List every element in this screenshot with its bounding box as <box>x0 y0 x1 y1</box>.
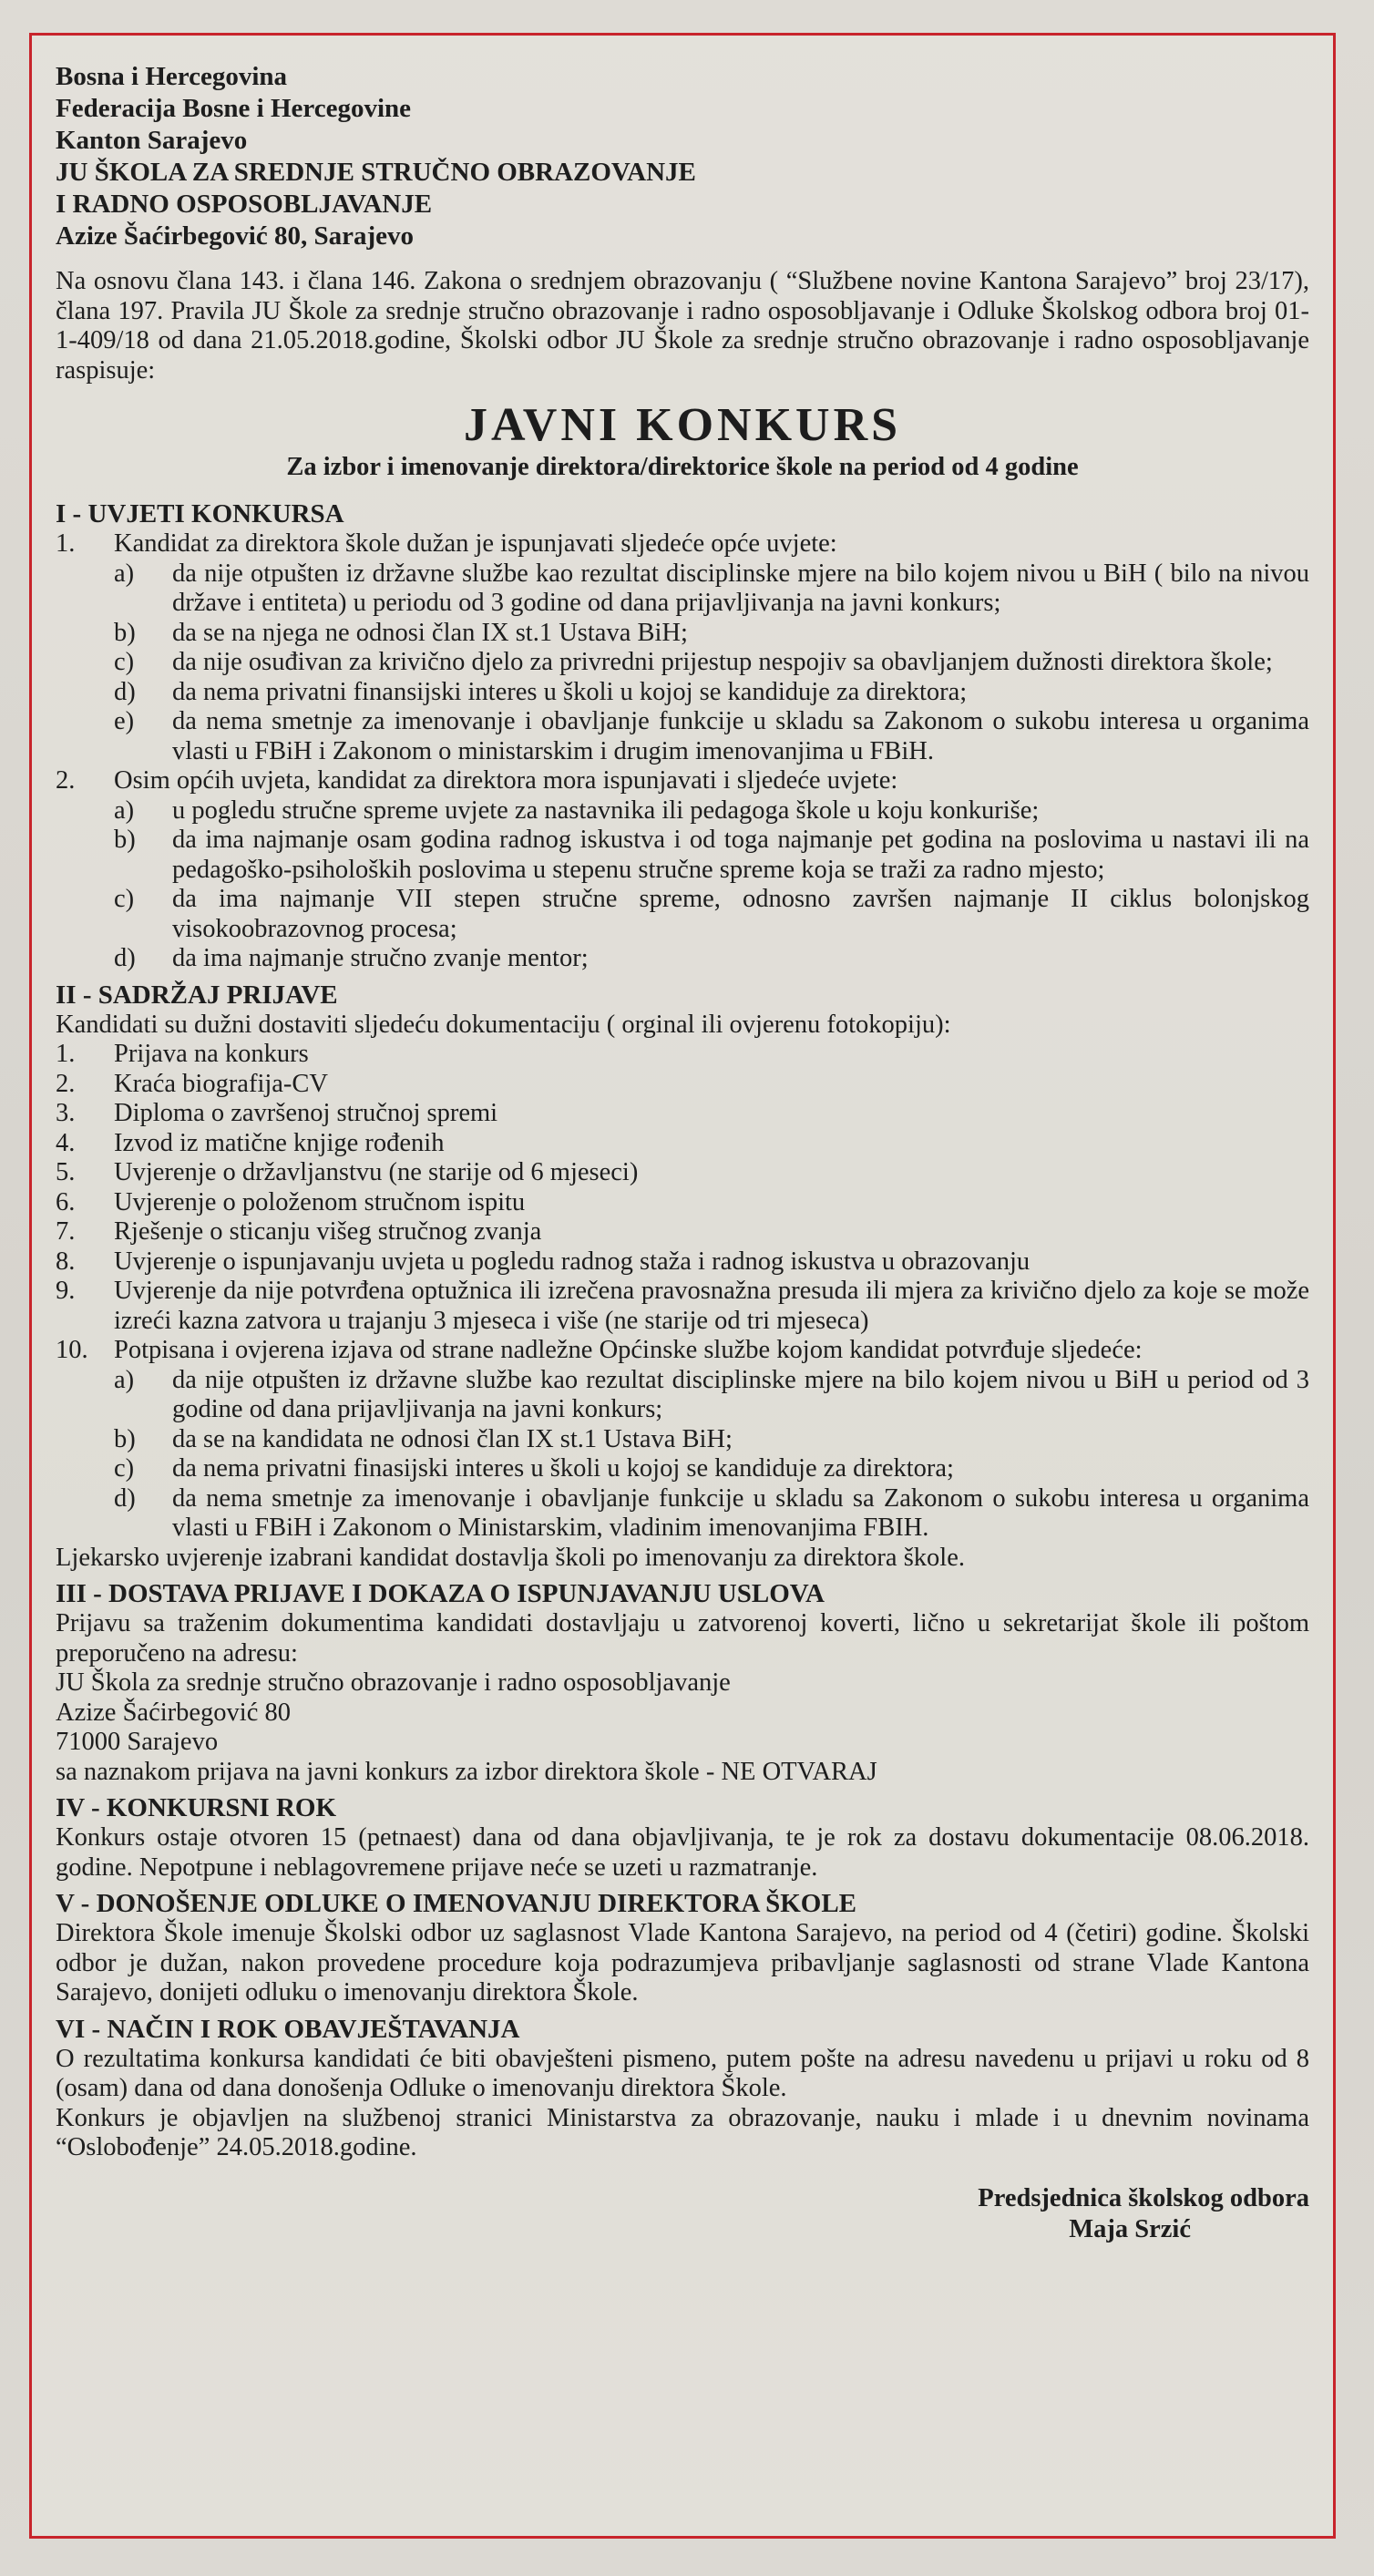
item-number: 4. <box>56 1128 76 1157</box>
sub-letter: a) <box>114 1365 135 1394</box>
item-number: 2. <box>56 1069 76 1098</box>
sub-item <box>56 1366 1309 1425</box>
list-item <box>56 1158 1309 1188</box>
header-line: Federacija Bosne i Hercegovine <box>56 94 412 123</box>
sub-text: da ima najmanje VII stepen stručne spreme, odnosno završen najmanje II ciklus bolonjskog visokoobrazovnog procesa; <box>172 885 1309 943</box>
sub-item <box>56 1454 1309 1484</box>
signatory-role: Predsjednica školskog odbora <box>978 2183 1309 2212</box>
list-item <box>56 1217 1309 1247</box>
section-tail: Ljekarsko uvjerenje izabrani kandidat dostavlja školi po imenovanju za direktora škole. <box>56 1543 965 1572</box>
sub-text: da se na njega ne odnosi član IX st.1 Ustava BiH; <box>172 618 688 647</box>
list-item <box>56 1188 1309 1218</box>
sub-text: da nije otpušten iz državne službe kao rezultat disciplinske mjere na bilo kojem nivou u BiH ( bilo na nivou države i entiteta) u periodu od 3 godine od dana prijavljivanja na javni konkurs; <box>172 559 1309 617</box>
item-number: 6. <box>56 1187 76 1216</box>
sub-item <box>56 678 1309 708</box>
sub-text: da nema privatni finansijski interes u školi u kojoj se kandiduje za direktora; <box>172 677 968 706</box>
header-line: Bosna i Hercegovina <box>56 62 288 91</box>
sub-item <box>56 559 1309 619</box>
sub-text: da nije otpušten iz državne službe kao rezultat disciplinske mjere na bilo kojem nivou u BiH u period od 3 godine od dana prijavljivanja na javni konkurs; <box>172 1365 1309 1423</box>
item-text: Potpisana i ovjerena izjava od strane nadležne Općinske službe kojom kandidat potvrđuje sljedeće: <box>114 1336 1143 1364</box>
item-text: Izvod iz matične knjige rođenih <box>114 1128 445 1157</box>
sub-text: da ima najmanje osam godina radnog iskustva i od toga najmanje pet godina na poslovima u nastavi ili na pedagoško-psiholoških poslovima u stepenu stručne spreme koja se traži za radno mjesto; <box>172 826 1309 884</box>
item-number: 1. <box>56 529 76 558</box>
section-text: O rezultatima konkursa kandidati će biti obavješteni pismeno, putem pošte na adresu navedenu u prijavi u roku od 8 (osam) dana od dana donošenja Odluke o imenovanju direktora Škole. <box>56 2044 1309 2102</box>
sub-text: da ima najmanje stručno zvanje mentor; <box>172 944 589 972</box>
sub-letter: b) <box>114 826 136 854</box>
sub-item <box>56 826 1309 885</box>
address-line: Azize Šaćirbegović 80 <box>56 1698 291 1727</box>
sub-letter: d) <box>114 677 136 706</box>
institution-header <box>56 61 1309 252</box>
item-text: Diploma o završenoj stručnoj spremi <box>114 1099 498 1127</box>
section-heading: II - SADRŽAJ PRIJAVE <box>56 980 338 1010</box>
section-lead: Kandidati su dužni dostaviti sljedeću dokumentaciju ( orginal ili ovjerenu fotokopiju): <box>56 1010 951 1039</box>
item-number: 2. <box>56 766 76 795</box>
sub-text: da nema smetnje za imenovanje i obavljanje funkcije u skladu sa Zakonom o sukobu interesa u organima vlasti u FBiH i Zakonom o ministarskim i drugim imenovanjima u FBiH. <box>172 707 1309 765</box>
sub-letter: a) <box>114 795 135 825</box>
sub-text: da nema privatni finasijski interes u školi u kojoj se kandiduje za direktora; <box>172 1454 954 1483</box>
list-item <box>56 1099 1309 1129</box>
item-text: Uvjerenje o državljanstvu (ne starije od 6 mjeseci) <box>114 1158 639 1186</box>
sub-letter: c) <box>114 885 135 913</box>
signature-block <box>56 2183 1309 2245</box>
list-item <box>56 529 1309 559</box>
item-number: 3. <box>56 1099 76 1127</box>
address-line: sa naznakom prijava na javni konkurs za izbor direktora škole - NE OTVARAJ <box>56 1757 877 1786</box>
item-number: 10. <box>56 1336 88 1364</box>
header-line: I RADNO OSPOSOBLJAVANJE <box>56 190 433 219</box>
list-item <box>56 1040 1309 1070</box>
item-text: Uvjerenje o položenom stručnom ispitu <box>114 1187 526 1216</box>
section-text: Prijavu sa traženim dokumentima kandidati dostavljaju u zatvorenoj koverti, lično u sekretarijat škole ili poštom preporučeno na adresu: <box>56 1609 1309 1668</box>
sub-item <box>56 885 1309 944</box>
sub-text: da nije osuđivan za krivično djelo za privredni prijestup nespojiv sa obavljanjem dužnosti direktora škole; <box>172 648 1273 676</box>
item-number: 7. <box>56 1217 76 1246</box>
list-item <box>56 1277 1309 1336</box>
sub-item <box>56 707 1309 766</box>
section-text: Konkurs je objavljen na službenoj stranici Ministarstva za obrazovanje, nauku i mlade i u dnevnim novinama “Oslobođenje” 24.05.2018.godine. <box>56 2103 1309 2161</box>
section-text: Direktora Škole imenuje Školski odbor uz saglasnost Vlade Kantona Sarajevo, na period od 4 (četiri) godine. Školski odbor je dužan, nakon provedene procedure koja podrazumjeva pribavljanje saglasnosti od strane Vlade Kantona Sarajevo, donijeti odluku o imenovanju direktora Škole. <box>56 1919 1309 2006</box>
item-number: 8. <box>56 1247 76 1276</box>
section-text: Konkurs ostaje otvoren 15 (petnaest) dana od dana objavljivanja, te je rok za dostavu dokumentacije 08.06.2018. godine. Nepotpune i neblagovremene prijave neće se uzeti u razmatranje. <box>56 1823 1309 1882</box>
item-number: 5. <box>56 1158 76 1186</box>
notice-subtitle: Za izbor i imenovanje direktora/direktorice škole na period od 4 godine <box>286 453 1079 481</box>
list-item <box>56 766 1309 796</box>
header-line: Azize Šaćirbegović 80, Sarajevo <box>56 221 415 251</box>
item-text: Rješenje o sticanju višeg stručnog zvanja <box>114 1217 542 1246</box>
sub-item <box>56 944 1309 974</box>
sub-letter: c) <box>114 648 135 676</box>
section-heading: V - DONOŠENJE ODLUKE O IMENOVANJU DIREKTORA ŠKOLE <box>56 1889 857 1918</box>
sub-letter: d) <box>114 944 136 972</box>
sub-letter: a) <box>114 559 135 588</box>
sub-text: u pogledu stručne spreme uvjete za nastavnika ili pedagoga škole u koju konkuriše; <box>172 795 1040 825</box>
signatory-name: Maja Srzić <box>1069 2214 1191 2243</box>
header-line: JU ŠKOLA ZA SREDNJE STRUČNO OBRAZOVANJE <box>56 158 696 187</box>
sub-item <box>56 648 1309 678</box>
sub-item <box>56 1425 1309 1455</box>
sub-letter: b) <box>114 618 136 647</box>
sub-letter: d) <box>114 1483 136 1513</box>
sub-item <box>56 796 1309 826</box>
section-heading: III - DOSTAVA PRIJAVE I DOKAZA O ISPUNJAVANJU USLOVA <box>56 1579 825 1608</box>
competition-notice <box>29 33 1336 2539</box>
header-line: Kanton Sarajevo <box>56 126 248 155</box>
section-heading: VI - NAČIN I ROK OBAVJEŠTAVANJA <box>56 2014 520 2044</box>
item-text: Uvjerenje o ispunjavanju uvjeta u pogledu radnog staža i radnog iskustva u obrazovanju <box>114 1247 1030 1276</box>
list-item <box>56 1247 1309 1278</box>
list-item <box>56 1336 1309 1366</box>
address-line: JU Škola za srednje stručno obrazovanje i radno osposobljavanje <box>56 1668 731 1697</box>
item-text: Prijava na konkurs <box>114 1040 309 1068</box>
sub-letter: c) <box>114 1454 135 1483</box>
intro-paragraph: Na osnovu člana 143. i člana 146. Zakona o srednjem obrazovanju ( “Službene novine Kantona Sarajevo” broj 23/17), člana 197. Pravila JU Škole za srednje stručno obrazovanje i radno osposobljavanje i Odluke Školskog odbora broj 01-1-409/18 od dana 21.05.2018.godine, Školski odbor JU Škole za srednje stručno obrazovanje i radno osposobljavanje raspisuje: <box>56 267 1309 385</box>
address-line: 71000 Sarajevo <box>56 1728 219 1756</box>
list-item <box>56 1070 1309 1100</box>
item-number: 9. <box>56 1277 76 1305</box>
sub-letter: e) <box>114 707 135 735</box>
item-text: Kandidat za direktora škole dužan je ispunjavati sljedeće opće uvjete: <box>114 529 837 558</box>
section-heading: IV - KONKURSNI ROK <box>56 1793 337 1822</box>
sub-text: da se na kandidata ne odnosi član IX st.1 Ustava BiH; <box>172 1424 733 1453</box>
item-text: Uvjerenje da nije potvrđena optužnica ili izrečena pravosnažna presuda ili mjera za krivično djelo za koje se može izreći kazna zatvora u trajanju 3 mjeseca i više (ne starije od tri mjeseca) <box>114 1277 1309 1335</box>
item-text: Osim općih uvjeta, kandidat za direktora mora ispunjavati i sljedeće uvjete: <box>114 766 898 795</box>
item-text: Kraća biografija-CV <box>114 1069 329 1098</box>
sub-text: da nema smetnje za imenovanje i obavljanje funkcije u skladu sa Zakonom o sukobu interesa u organima vlasti u FBiH i Zakonom o Ministarskim, vladinim imenovanjima FBIH. <box>172 1483 1309 1542</box>
sub-item <box>56 619 1309 649</box>
notice-title: JAVNI KONKURS <box>463 399 902 451</box>
list-item <box>56 1129 1309 1159</box>
item-number: 1. <box>56 1040 76 1068</box>
sub-item <box>56 1484 1309 1544</box>
sub-letter: b) <box>114 1424 136 1453</box>
section-heading: I - UVJETI KONKURSA <box>56 499 344 529</box>
